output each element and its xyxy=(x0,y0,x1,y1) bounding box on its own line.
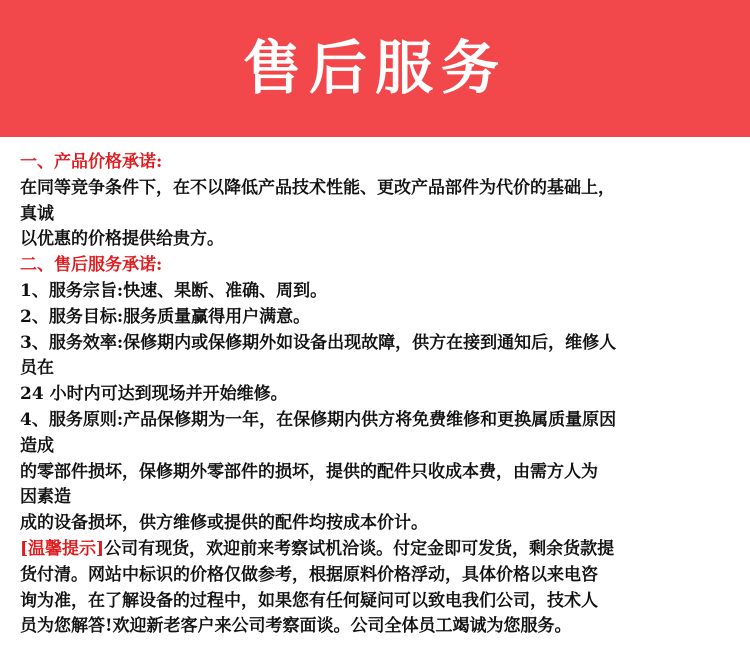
paragraph-line: 员为您解答!欢迎新老客户来公司考察面谈。公司全体员工竭诚为您服务。 xyxy=(20,616,572,637)
content-area xyxy=(20,150,720,640)
paragraph-line: 在同等竞争条件下，在不以降低产品技术性能、更改产品部件为代价的基础上， xyxy=(20,177,615,198)
paragraph-line: 造成 xyxy=(20,435,54,456)
paragraph-line: 成的设备损坏，供方维修或提供的配件均按成本价计。 xyxy=(20,513,428,534)
paragraph-line: 货付清。网站中标识的价格仅做参考，根据原料价格浮动，具体价格以来电咨 xyxy=(20,564,598,585)
paragraph-line: 1、服务宗旨:快速、果断、准确、周到。 xyxy=(20,280,328,301)
notice-tag: [温馨提示] xyxy=(20,538,105,559)
paragraph-line: 3、服务效率:保修期内或保修期外如设备出现故障，供方在接到通知后，维修人 xyxy=(20,332,617,353)
paragraph-line: 以优惠的价格提供给贵方。 xyxy=(20,229,224,250)
notice-text: 公司有现货，欢迎前来考察试机洽谈。付定金即可发货，剩余货款提 xyxy=(104,538,615,559)
paragraph-line: 因素造 xyxy=(20,487,71,508)
page-title: 售后服务 xyxy=(242,34,507,102)
paragraph-line: 员在 xyxy=(20,358,54,379)
section-price-heading: 一、产品价格承诺: xyxy=(20,152,163,172)
paragraph-line: 的零部件损坏，保修期外零部件的损坏，提供的配件只收成本费，由需方人为 xyxy=(20,461,598,482)
paragraph-line: 询为准，在了解设备的过程中，如果您有任何疑问可以致电我们公司，技术人 xyxy=(20,590,598,611)
paragraph-line: 2、服务目标:服务质量赢得用户满意。 xyxy=(20,306,311,327)
paragraph-line: 24 小时内可达到现场并开始维修。 xyxy=(20,384,288,405)
notice-line xyxy=(20,537,720,563)
paragraph-line: 真诚 xyxy=(20,203,54,224)
section-service-heading: 二、售后服务承诺: xyxy=(20,255,163,276)
paragraph-line: 4、服务原则:产品保修期为一年，在保修期内供方将免费维修和更换属质量原因 xyxy=(20,409,617,430)
